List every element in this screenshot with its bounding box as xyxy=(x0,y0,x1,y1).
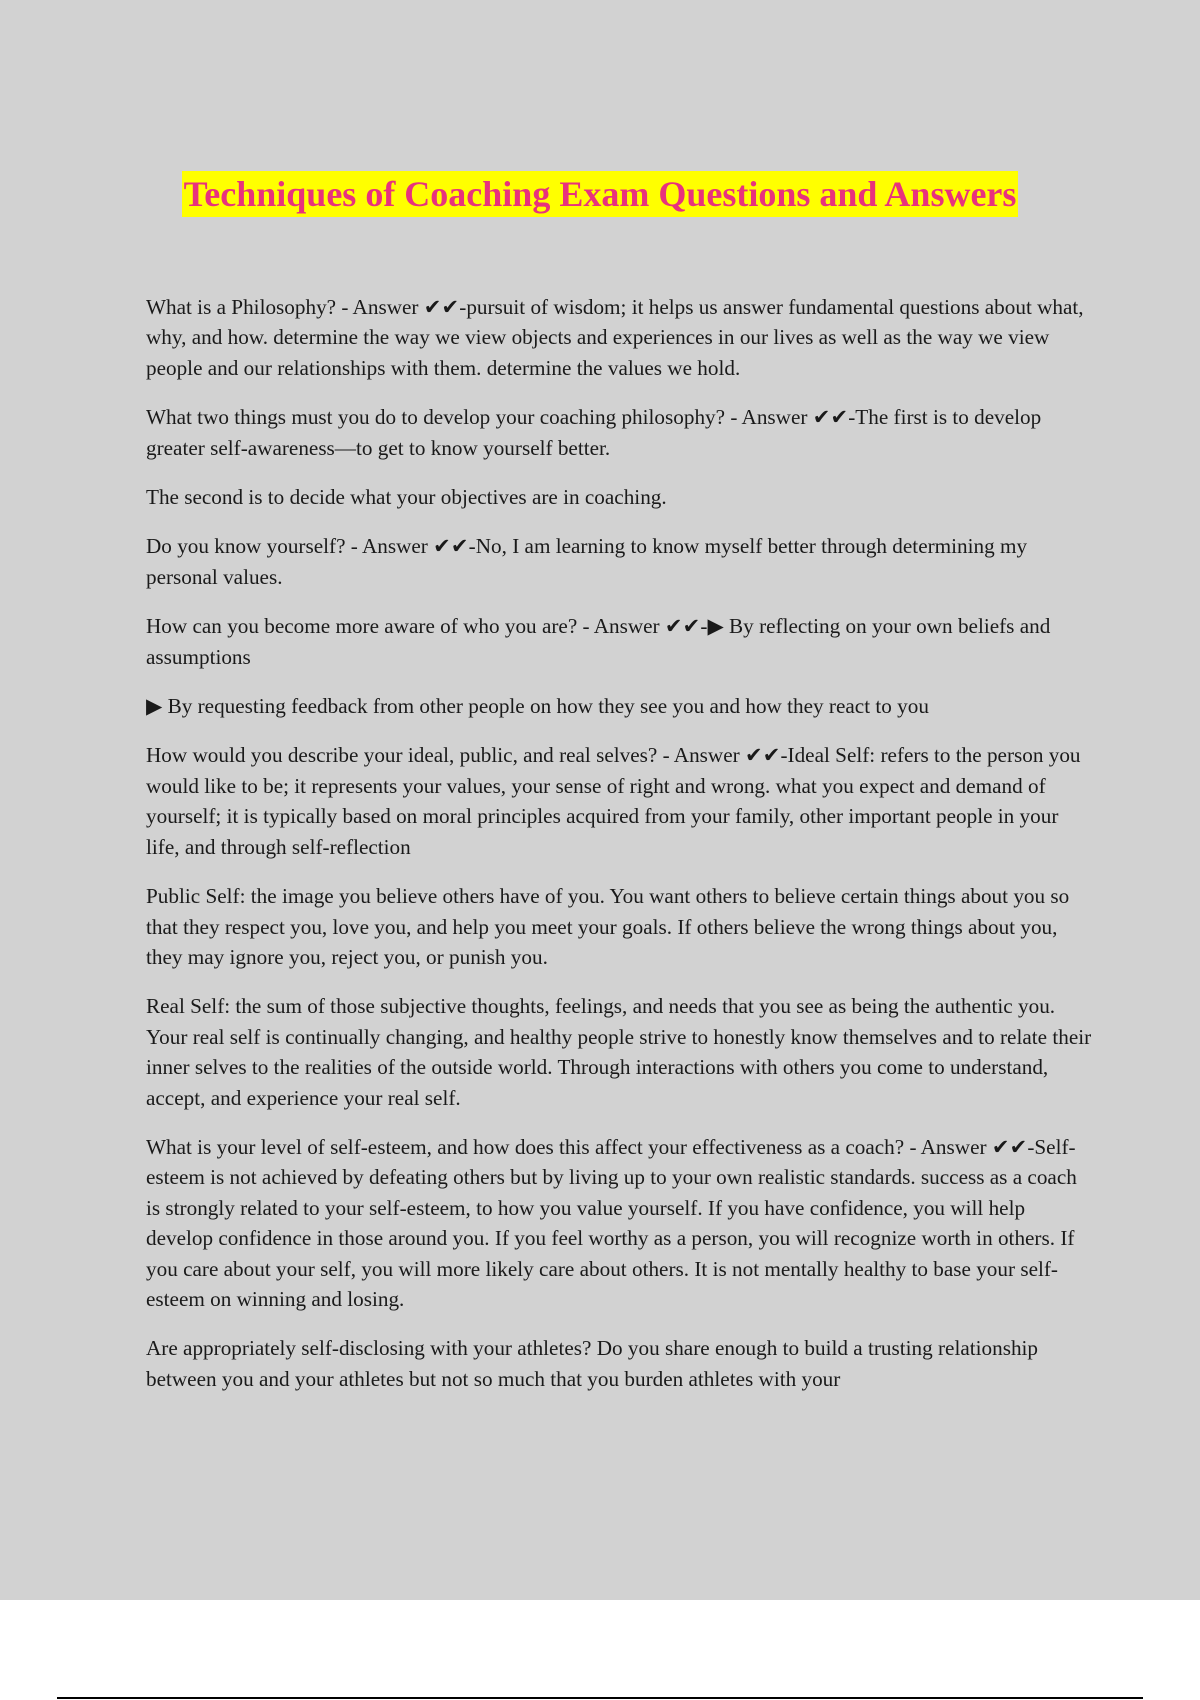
document-title: Techniques of Coaching Exam Questions and Answers xyxy=(182,171,1019,217)
paragraph-philosophy: What is a Philosophy? - Answer ✔✔-pursuit of wisdom; it helps us answer fundamental questions about what, why, and how. determine the way we view objects and experiences in our lives as well as the way we view people and our relationships with them. determine the values we hold. xyxy=(146,295,1084,380)
paragraph-second-objective: The second is to decide what your objectives are in coaching. xyxy=(146,485,667,510)
title-container xyxy=(0,171,1200,217)
paragraph-public-self: Public Self: the image you believe others have of you. You want others to believe certain things about you so that they respect you, love you, and help you meet your goals. If others believe the wrong things about you, they may ignore you, reject you, or punish you. xyxy=(146,884,1070,969)
paragraph-become-aware: How can you become more aware of who you are? - Answer ✔✔-▶ By reflecting on your own beliefs and assumptions xyxy=(146,614,1051,669)
paragraph-self-esteem: What is your level of self-esteem, and how does this affect your effectiveness as a coach? - Answer ✔✔-Self-esteem is not achieved by defeating others but by living up to your own realistic standards. success as a coach is strongly related to your self-esteem, to how you value yourself. If you have confidence, you will help develop confidence in those around you. If you feel worthy as a person, you will recognize worth in others. If you care about your self, you will more likely care about others. It is not mentally healthy to base your self-esteem on winning and losing. xyxy=(146,1134,1077,1311)
paragraph-real-self: Real Self: the sum of those subjective thoughts, feelings, and needs that you see as being the authentic you. Your real self is continually changing, and healthy people strive to honestly know themselves and to relate their inner selves to the realities of the outside world. Through interactions with others you come to understand, accept, and experience your real self. xyxy=(146,994,1092,1110)
paragraph-two-things: What two things must you do to develop your coaching philosophy? - Answer ✔✔-The first is to develop greater self-awareness—to get to know yourself better. xyxy=(146,405,1042,460)
paragraph-know-yourself: Do you know yourself? - Answer ✔✔-No, I am learning to know myself better through determining my personal values. xyxy=(146,534,1028,589)
paragraph-requesting-feedback: ▶ By requesting feedback from other people on how they see you and how they react to you xyxy=(146,694,929,719)
paragraph-ideal-self: How would you describe your ideal, public, and real selves? - Answer ✔✔-Ideal Self: refers to the person you would like to be; it represents your values, your sense of right and wrong. what you expect and demand of yourself; it is typically based on moral principles acquired from your family, other important people in your life, and through self-reflection xyxy=(146,743,1081,859)
paragraph-self-disclosing: Are appropriately self-disclosing with your athletes? Do you share enough to build a trusting relationship between you and your athletes but not so much that you burden athletes with your xyxy=(146,1336,1039,1391)
document-body xyxy=(146,292,1096,1413)
footer-divider xyxy=(57,1697,1143,1699)
